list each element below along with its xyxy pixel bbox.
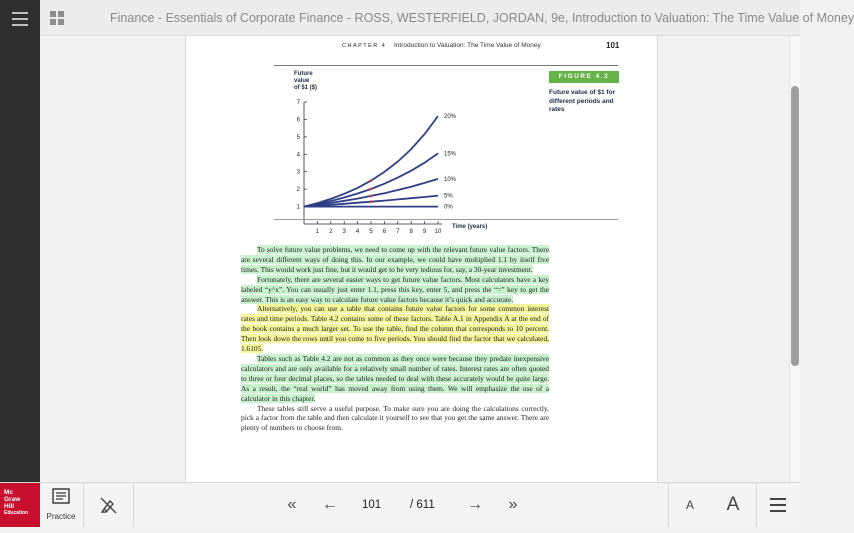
future-value-chart <box>286 70 526 235</box>
data-point-marker <box>370 195 373 198</box>
book-page <box>185 36 658 482</box>
series-label: 0% <box>444 204 453 211</box>
side-menu-icon[interactable] <box>12 12 28 26</box>
series-label: 20% <box>444 114 457 121</box>
current-page-input[interactable]: 101 <box>362 499 382 511</box>
x-tick-label: 3 <box>342 229 346 235</box>
font-decrease-button[interactable]: A <box>685 498 694 512</box>
font-increase-button[interactable]: A <box>726 494 740 515</box>
y-tick-label: 6 <box>296 117 300 124</box>
title-bar <box>40 0 854 36</box>
highlight-2[interactable]: Fortunately, there are several easier ways to get future value factors. Most calculators have a key labeled “y^x”. You can usually just enter 1.1, press this key, enter 5, and press the “=” key to get the answer. This is an easy way to calculate future value factors because it’s quick and accurate. <box>241 274 549 304</box>
highlighter-off-button[interactable] <box>94 483 122 527</box>
y-tick-label: 7 <box>296 100 300 106</box>
paragraph-4 <box>241 354 549 404</box>
first-page-button[interactable]: « <box>287 496 297 513</box>
series-line <box>304 116 438 207</box>
figure-badge: FIGURE 4.2 <box>549 71 619 83</box>
practice-icon <box>52 488 70 504</box>
grid-view-icon[interactable] <box>50 11 64 25</box>
book-title: Finance - Essentials of Corporate Finance - ROSS, WESTERFIELD, JORDAN, 9e, Introduction to Valuation: The Time Value of Money <box>110 11 854 25</box>
x-tick-label: 4 <box>355 229 360 235</box>
scrollbar-thumb[interactable] <box>791 86 799 366</box>
series-label: 5% <box>444 193 453 200</box>
figure-top-rule <box>274 65 618 66</box>
highlighter-off-icon <box>98 495 118 515</box>
toolbar-divider <box>83 483 84 527</box>
next-page-button[interactable]: → <box>467 496 483 513</box>
x-tick-label: 9 <box>422 229 427 235</box>
figure-bottom-rule <box>274 219 618 220</box>
logo-line: Hill <box>4 503 15 510</box>
toolbar-divider <box>756 483 757 527</box>
y-tick-label: 3 <box>296 169 300 176</box>
x-tick-label: 2 <box>329 229 333 235</box>
practice-button[interactable] <box>44 488 78 524</box>
running-head <box>186 41 657 55</box>
x-tick-label: 8 <box>409 229 413 235</box>
paragraph-5 <box>241 404 549 434</box>
left-rail <box>0 0 40 482</box>
x-tick-label: 7 <box>396 229 400 235</box>
total-pages: / 611 <box>410 499 435 511</box>
x-tick-label: 1 <box>315 229 320 235</box>
y-tick-label: 4 <box>296 152 300 159</box>
paragraph-3 <box>241 304 549 354</box>
x-tick-label: 6 <box>382 229 387 235</box>
paragraph-5-text: These tables still serve a useful purpose. To make sure you are doing the calculations correctly, pick a factor from the table and then calculate it yourself to see that you get the same answer. There are plenty of numbers to choose from. <box>241 403 549 433</box>
page-number: 101 <box>606 41 620 50</box>
bottom-toolbar <box>0 482 800 526</box>
x-axis-label: Time (years) <box>452 224 488 230</box>
paragraph-1 <box>241 245 549 275</box>
publisher-logo <box>0 483 40 527</box>
highlight-1[interactable]: To solve future value problems, we need to come up with the relevant future value factors. There are several different ways of doing this. In our example, we could have multiplied 1.1 by itself five times. This would work just fine, but it would get to be very tedious for, say, a 30-year investment. <box>241 245 549 274</box>
series-label: 15% <box>444 151 457 158</box>
scrollbar[interactable] <box>789 36 800 482</box>
chapter-label: CHAPTER 4 <box>342 43 387 49</box>
highlight-4[interactable]: Tables such as Table 4.2 are not as common as they once were because they predate inexpensive calculators and are only available for a relatively small number of rates. Interest rates are often quoted to three or four decimal places, so the tables needed to deal with these accurately would be quite large. As a result, the “real world” has moved away from using them. We will emphasize the use of a calculator in this chapter. <box>241 353 549 403</box>
y-axis-label <box>294 71 317 91</box>
paragraph-2 <box>241 275 549 305</box>
figure-caption: Future value of $1 for different periods and rates <box>549 89 616 113</box>
prev-page-button[interactable]: ← <box>322 496 338 513</box>
data-point-marker <box>370 179 373 182</box>
y-tick-label: 2 <box>296 187 300 194</box>
logo-line: Education <box>4 510 29 516</box>
practice-label: Practice <box>46 512 76 521</box>
data-point-marker <box>370 200 373 203</box>
highlight-3[interactable]: Alternatively, you can use a table that contains future value factors for some common interest rates and time periods. Table 4.2 contains some of these factors. Table A.1 in Appendix A at the end of the book contains a much larger set. To use the table, find the column that corresponds to 10 percent. Then look down the rows until you come to five periods. You should find the factor that we calculated, 1.6105. <box>241 304 549 354</box>
logo-line: Graw <box>4 496 21 503</box>
toolbar-divider <box>133 483 134 527</box>
data-point-marker <box>370 188 373 191</box>
y-axis-label-line: of $1 ($) <box>294 85 318 91</box>
logo-line: Mc <box>4 489 14 496</box>
running-title: Introduction to Valuation: The Time Value of Money <box>394 42 541 49</box>
toolbar-divider <box>668 483 669 527</box>
y-axis-label-line: Future <box>294 71 313 77</box>
last-page-button[interactable]: » <box>508 496 518 513</box>
main-menu-icon[interactable] <box>770 498 786 512</box>
x-tick-label: 5 <box>369 229 373 235</box>
x-tick-label: 10 <box>434 229 442 235</box>
y-tick-label: 5 <box>296 134 300 141</box>
y-axis-label-line: value <box>294 78 310 84</box>
y-tick-label: 1 <box>296 204 300 211</box>
body-text <box>241 245 549 433</box>
series-label: 10% <box>444 176 457 183</box>
